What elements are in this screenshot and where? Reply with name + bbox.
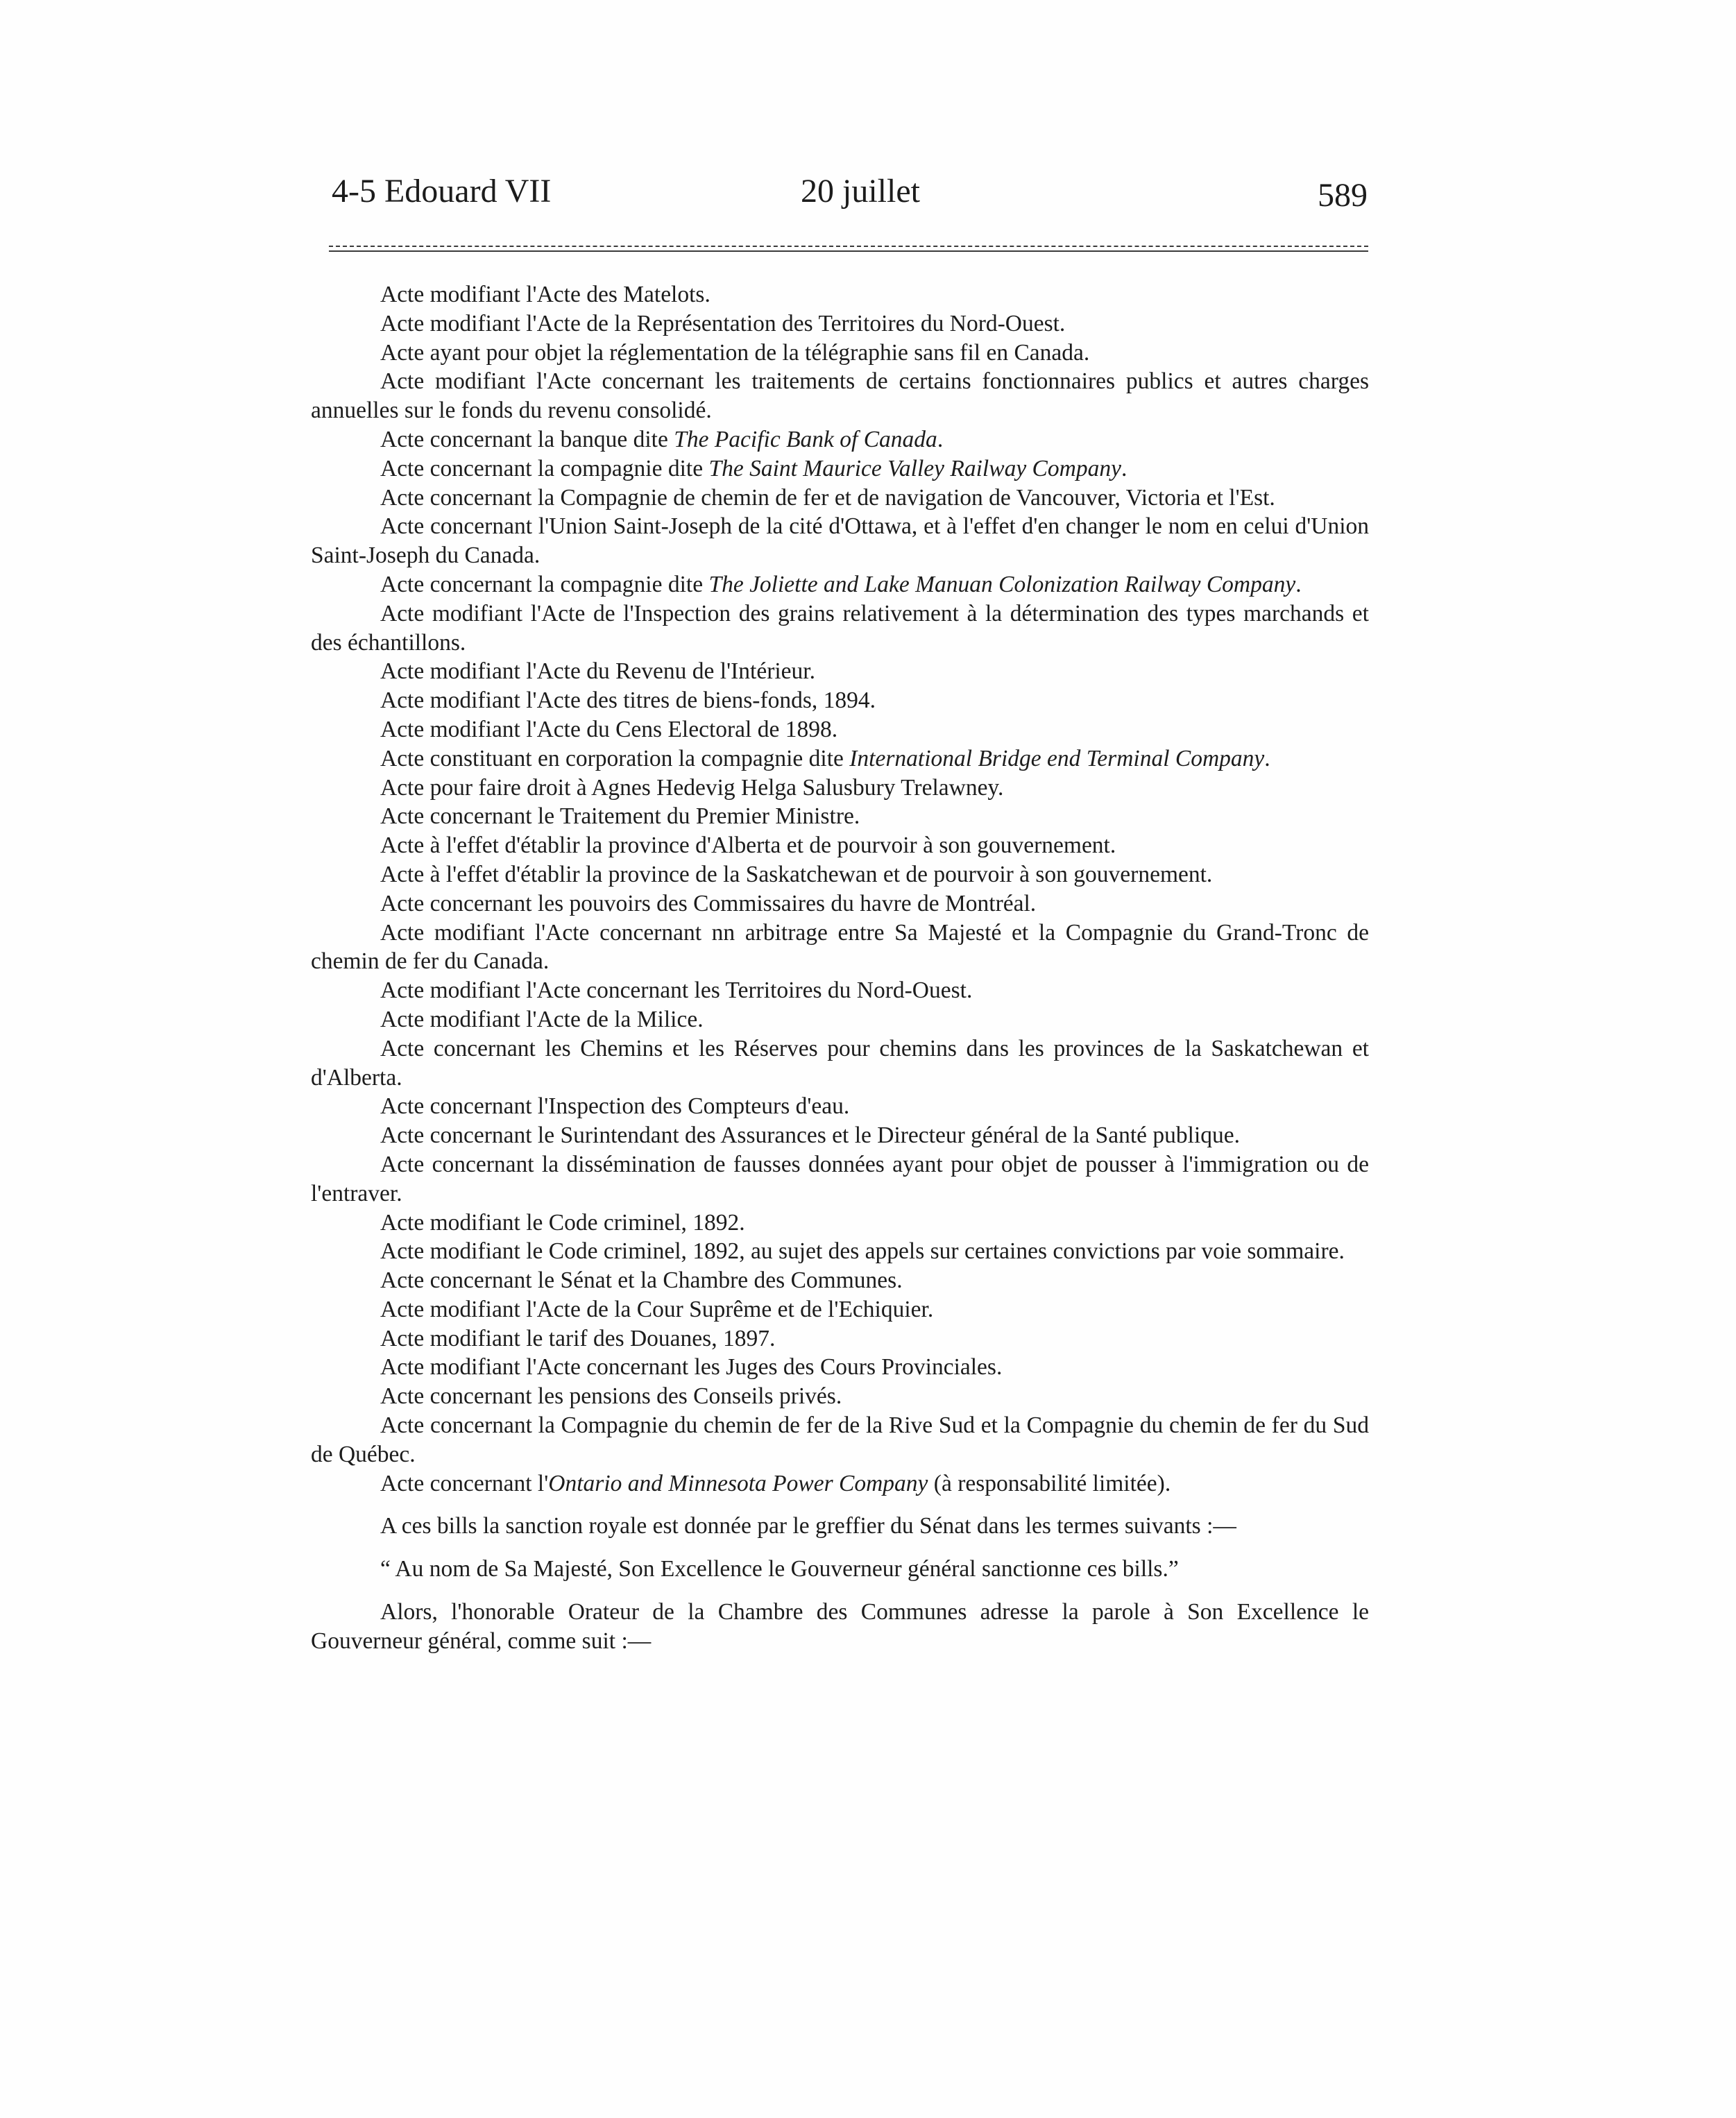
act-text: Acte concernant les Chemins et les Réserves pour chemins dans les provinces de la Saskatchewan et d'Alberta. xyxy=(311,1035,1369,1091)
act-text: Acte modifiant l'Acte du Revenu de l'Intérieur. xyxy=(380,658,815,685)
act-text: Acte à l'effet d'établir la province de la Saskatchewan et de pourvoir à son gouvernement. xyxy=(380,861,1213,887)
closing-paragraph: “ Au nom de Sa Majesté, Son Excellence le Gouverneur général sanctionne ces bills.” xyxy=(380,1556,1179,1582)
act-entry xyxy=(311,280,1369,309)
act-entry xyxy=(311,1092,1369,1121)
header-rule-lower xyxy=(329,250,1368,252)
act-entry xyxy=(311,1237,1369,1266)
act-text-end: (à responsabilité limitée). xyxy=(928,1470,1171,1496)
act-text: Acte concernant les pensions des Conseils privés. xyxy=(380,1383,842,1410)
act-entry xyxy=(311,686,1369,715)
body-text xyxy=(311,280,1369,1656)
act-text: Acte concernant l'Inspection des Compteurs d'eau. xyxy=(380,1093,850,1120)
act-text: Acte constituant en corporation la compagnie dite xyxy=(380,745,850,771)
act-text-end: . xyxy=(1121,455,1127,481)
act-text: Acte concernant la compagnie dite xyxy=(380,571,709,597)
act-text: Acte concernant la compagnie dite xyxy=(380,455,709,481)
act-entry xyxy=(311,367,1369,425)
act-entry xyxy=(311,454,1369,484)
act-entry xyxy=(311,309,1369,339)
act-entry xyxy=(311,1150,1369,1209)
act-entry xyxy=(311,1411,1369,1469)
act-text: Acte concernant la Compagnie de chemin de fer et de navigation de Vancouver, Victoria et l'Est. xyxy=(380,484,1275,511)
running-head-left: 4-5 Edouard VII xyxy=(332,173,552,210)
act-text: Acte pour faire droit à Agnes Hedevig Helga Salusbury Trelawney. xyxy=(380,774,1004,801)
page-number: 589 xyxy=(1318,177,1368,214)
act-text: Acte concernant la Compagnie du chemin de fer de la Rive Sud et la Compagnie du chemin de fer du Sud de Québec. xyxy=(311,1412,1369,1467)
act-text: Acte modifiant l'Acte de la Milice. xyxy=(380,1006,704,1032)
act-text: Acte concernant les pouvoirs des Commissaires du havre de Montréal. xyxy=(380,890,1037,916)
act-entry xyxy=(311,425,1369,454)
act-text-end: . xyxy=(1295,571,1302,597)
act-entry xyxy=(311,860,1369,889)
act-entry xyxy=(311,1469,1369,1498)
act-text: Acte modifiant l'Acte concernant les Juges des Cours Provinciales. xyxy=(380,1354,1003,1381)
act-text: Acte modifiant l'Acte des Matelots. xyxy=(380,282,710,307)
act-entry xyxy=(311,657,1369,686)
act-entry xyxy=(311,889,1369,919)
act-entry xyxy=(311,1034,1369,1093)
act-company-name: Ontario and Minnesota Power Company xyxy=(548,1470,928,1496)
act-entry xyxy=(311,339,1369,368)
act-text: Acte concernant le Surintendant des Assurances et le Directeur général de la Santé publique. xyxy=(380,1122,1241,1149)
closing-paragraph: Alors, l'honorable Orateur de la Chambre des Communes adresse la parole à Son Excellence le Gouverneur général, comme suit :— xyxy=(311,1599,1369,1654)
act-text: Acte modifiant l'Acte de la Cour Suprême et de l'Echiquier. xyxy=(380,1296,934,1322)
act-text: Acte modifiant l'Acte de la Représentation des Territoires du Nord-Ouest. xyxy=(380,310,1066,336)
act-text: Acte concernant l'Union Saint-Joseph de la cité d'Ottawa, et à l'effet d'en changer le nom en celui d'Union Saint-Joseph du Canada. xyxy=(311,513,1369,569)
act-text: Acte modifiant l'Acte des titres de biens-fonds, 1894. xyxy=(380,688,876,714)
act-company-name: The Saint Maurice Valley Railway Company xyxy=(708,455,1121,481)
act-entry xyxy=(311,1353,1369,1382)
act-text: Acte modifiant le tarif des Douanes, 1897. xyxy=(380,1325,776,1351)
act-entry xyxy=(311,1005,1369,1034)
act-text: Acte concernant le Sénat et la Chambre des Communes. xyxy=(380,1267,903,1294)
act-entry xyxy=(311,1295,1369,1324)
act-entry xyxy=(311,512,1369,570)
act-entry xyxy=(311,744,1369,774)
act-text: Acte ayant pour objet la réglementation de la télégraphie sans fil en Canada. xyxy=(380,339,1090,366)
act-text: Acte modifiant l'Acte du Cens Electoral de 1898. xyxy=(380,716,838,742)
closing-paragraph: A ces bills la sanction royale est donnée par le greffier du Sénat dans les termes suivants :— xyxy=(380,1513,1236,1539)
act-text: Acte concernant le Traitement du Premier Ministre. xyxy=(380,803,860,830)
act-entry xyxy=(311,1324,1369,1353)
act-entry xyxy=(311,484,1369,513)
act-text-end: . xyxy=(1264,745,1270,771)
act-text: Acte modifiant le Code criminel, 1892. xyxy=(380,1209,745,1236)
act-company-name: The Pacific Bank of Canada xyxy=(674,426,937,452)
header-rule xyxy=(329,246,1368,254)
act-entry xyxy=(311,1266,1369,1295)
running-head-date: 20 juillet xyxy=(801,173,920,210)
act-company-name: The Joliette and Lake Manuan Colonization Railway Company xyxy=(708,571,1296,597)
act-text: Acte concernant l' xyxy=(380,1470,549,1496)
act-entry xyxy=(311,976,1369,1005)
act-entry xyxy=(311,774,1369,803)
act-company-name: International Bridge end Terminal Company xyxy=(849,745,1265,771)
act-entry xyxy=(311,1209,1369,1238)
act-text: Acte à l'effet d'établir la province d'Alberta et de pourvoir à son gouvernement. xyxy=(380,832,1116,859)
act-entry xyxy=(311,715,1369,744)
act-text: Acte modifiant l'Acte de l'Inspection des grains relativement à la détermination des types marchands et des échantillons. xyxy=(311,600,1369,656)
act-text: Acte modifiant l'Acte concernant les Territoires du Nord-Ouest. xyxy=(380,977,973,1004)
act-entry xyxy=(311,599,1369,658)
act-text: Acte modifiant l'Acte concernant nn arbitrage entre Sa Majesté et la Compagnie du Grand-Tronc de chemin de fer du Canada. xyxy=(311,919,1369,975)
act-text: Acte concernant la banque dite xyxy=(380,426,674,452)
act-entry xyxy=(311,802,1369,831)
act-entry xyxy=(311,570,1369,599)
act-entry xyxy=(311,1382,1369,1411)
act-text: Acte modifiant l'Acte concernant les traitements de certains fonctionnaires publics et autres charges annuelles sur le fonds du revenu consolidé. xyxy=(311,368,1369,424)
act-entry xyxy=(311,831,1369,860)
page-header xyxy=(332,172,1368,228)
header-rule-upper xyxy=(329,246,1368,247)
act-entry xyxy=(311,1121,1369,1150)
act-text-end: . xyxy=(937,426,944,452)
act-text: Acte modifiant le Code criminel, 1892, au sujet des appels sur certaines convictions par voie sommaire. xyxy=(380,1238,1345,1265)
act-entry xyxy=(311,919,1369,977)
act-text: Acte concernant la dissémination de fausses données ayant pour objet de pousser à l'immigration ou de l'entraver. xyxy=(311,1151,1369,1206)
